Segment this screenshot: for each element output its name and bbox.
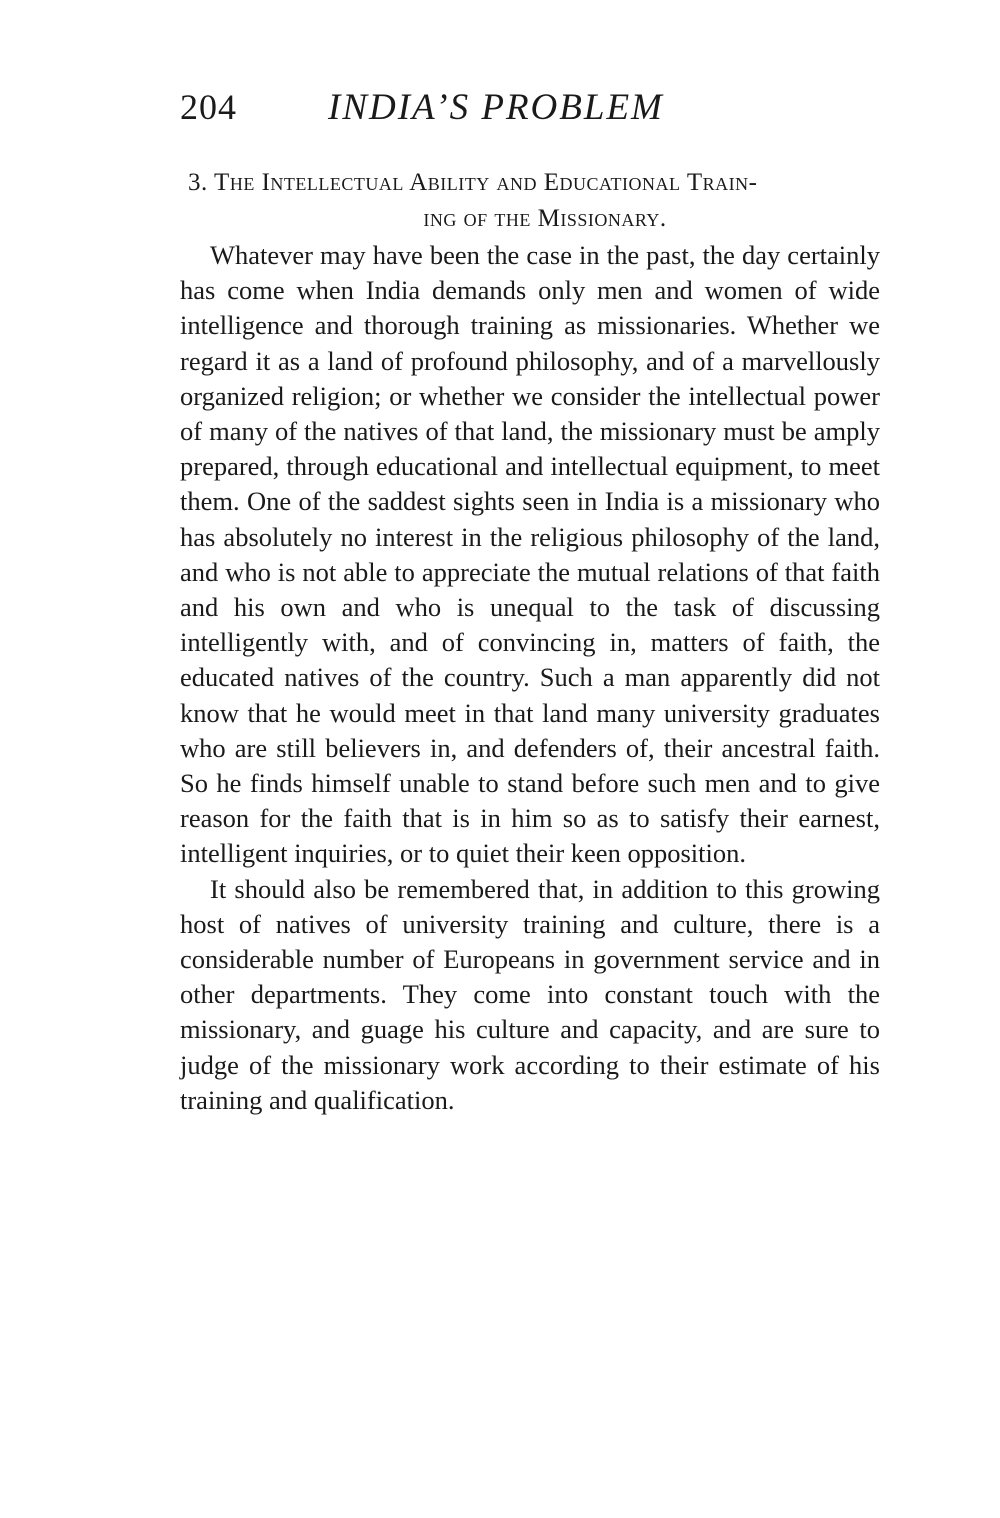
section-heading-line-2: ing of the Missionary.: [423, 205, 667, 232]
running-title: INDIA’S PROBLEM: [328, 87, 664, 128]
paragraph-1: Whatever may have been the case in the past, the day certainly has come when India demands only men and women of wide intelligence and thorough training as missionaries. Whether we regard it as a land of profound philosophy, and of a marvellously organized religion; or whether we consider the intellectual power of many of the natives of that land, the missionary must be amply prepared, through educational and intellectual equipment, to meet them. One of the saddest sights seen in India is a missionary who has absolutely no interest in the religious philosophy of the land, and who is not able to appreciate the mutual relations of that faith and his own and who is unequal to the task of discussing intelligently with, and of convincing in, matters of faith, the educated natives of the country. Such a man apparently did not know that he would meet in that land many university graduates who are still believers in, and defenders of, their ancestral faith. So he finds himself unable to stand before such men and to give reason for the faith that is in him so as to satisfy their earnest, intelligent inquiries, or to quiet their keen opposition.: [180, 240, 880, 869]
section-heading: [180, 165, 880, 237]
page-number: 204: [180, 87, 237, 127]
body-text: [180, 238, 880, 1118]
section-heading-line-1: 3. The Intellectual Ability and Educational Train-: [188, 169, 758, 196]
page-header: [180, 86, 880, 136]
paragraph-2: It should also be remembered that, in addition to this growing host of natives of university training and culture, there is a considerable number of Europeans in government service and in other departments. They come into constant touch with the missionary, and guage his culture and capacity, and are sure to judge of the missionary work according to their estimate of his training and qualification.: [180, 873, 880, 1115]
